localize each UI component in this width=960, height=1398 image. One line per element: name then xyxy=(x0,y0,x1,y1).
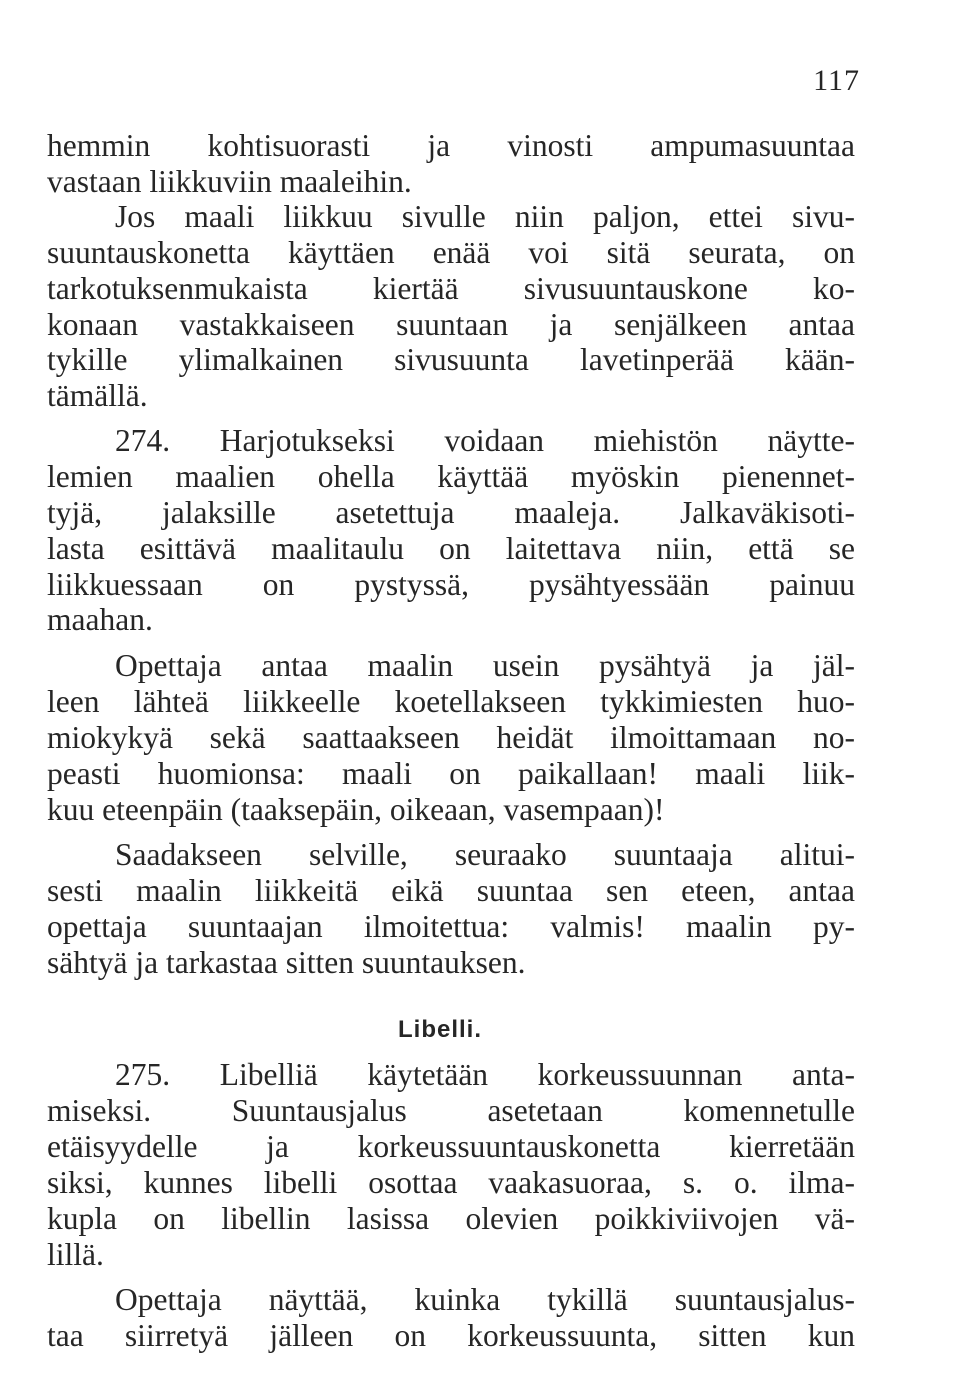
text-line: kupla on libellin lasissa olevien poikkiviivojen vä- xyxy=(47,1201,855,1236)
text-line: lillä. xyxy=(47,1237,104,1272)
text-line: kuu eteenpäin (taaksepäin, oikeaan, vasempaan)! xyxy=(47,792,665,827)
text-line: tykille ylimalkainen sivusuunta lavetinperää kään- xyxy=(47,342,855,377)
text-line: 275. Libelliä käytetään korkeussuunnan anta- xyxy=(115,1057,855,1092)
text-line: tyjä, jalaksille asetettuja maaleja. Jalkaväkisoti- xyxy=(47,495,855,530)
text-line: sesti maalin liikkeitä eikä suuntaa sen eteen, antaa xyxy=(47,873,855,908)
text-line: miseksi. Suuntausjalus asetetaan komennetulle xyxy=(47,1093,855,1128)
text-line: opettaja suuntaajan ilmoitettua: valmis! maalin py- xyxy=(47,909,855,944)
text-line: lemien maalien ohella käyttää myöskin pienennet- xyxy=(47,459,855,494)
page-number: 117 xyxy=(813,64,860,97)
text-line: Opettaja antaa maalin usein pysähtyä ja jäl- xyxy=(115,648,855,683)
text-line: Opettaja näyttää, kuinka tykillä suuntausjalus- xyxy=(115,1282,855,1317)
text-line: tarkotuksenmukaista kiertää sivusuuntauskone ko- xyxy=(47,271,855,306)
text-line: Jos maali liikkuu sivulle niin paljon, ettei sivu- xyxy=(115,199,855,234)
text-line: etäisyydelle ja korkeussuuntauskonetta kierretään xyxy=(47,1129,855,1164)
text-line: liikkuessaan on pystyssä, pysähtyessään painuu xyxy=(47,567,855,602)
text-line: konaan vastakkaiseen suuntaan ja senjälkeen antaa xyxy=(47,307,855,342)
text-line: hemmin kohtisuorasti ja vinosti ampumasuuntaa xyxy=(47,128,855,163)
text-line: leen lähteä liikkeelle koetellakseen tykkimiesten huo- xyxy=(47,684,855,719)
text-line: suuntauskonetta käyttäen enää voi sitä seurata, on xyxy=(47,235,855,270)
text-line: siksi, kunnes libelli osottaa vaakasuoraa, s. o. ilma- xyxy=(47,1165,855,1200)
text-line: taa siirretyä jälleen on korkeussuunta, sitten kun xyxy=(47,1318,855,1353)
text-line: tämällä. xyxy=(47,378,148,413)
section-heading: Libelli. xyxy=(397,1016,482,1043)
text-line: 274. Harjotukseksi voidaan miehistön näytte- xyxy=(115,423,855,458)
text-line: Saadakseen selville, seuraako suuntaaja alitui- xyxy=(115,837,855,872)
text-line: sähtyä ja tarkastaa sitten suuntauksen. xyxy=(47,945,526,980)
text-line: maahan. xyxy=(47,602,153,637)
text-line: peasti huomionsa: maali on paikallaan! maali liik- xyxy=(47,756,855,791)
text-line: miokykyä sekä saattaakseen heidät ilmoittamaan no- xyxy=(47,720,855,755)
text-line: lasta esittävä maalitaulu on laitettava niin, että se xyxy=(47,531,855,566)
text-line: vastaan liikkuviin maaleihin. xyxy=(47,164,412,199)
